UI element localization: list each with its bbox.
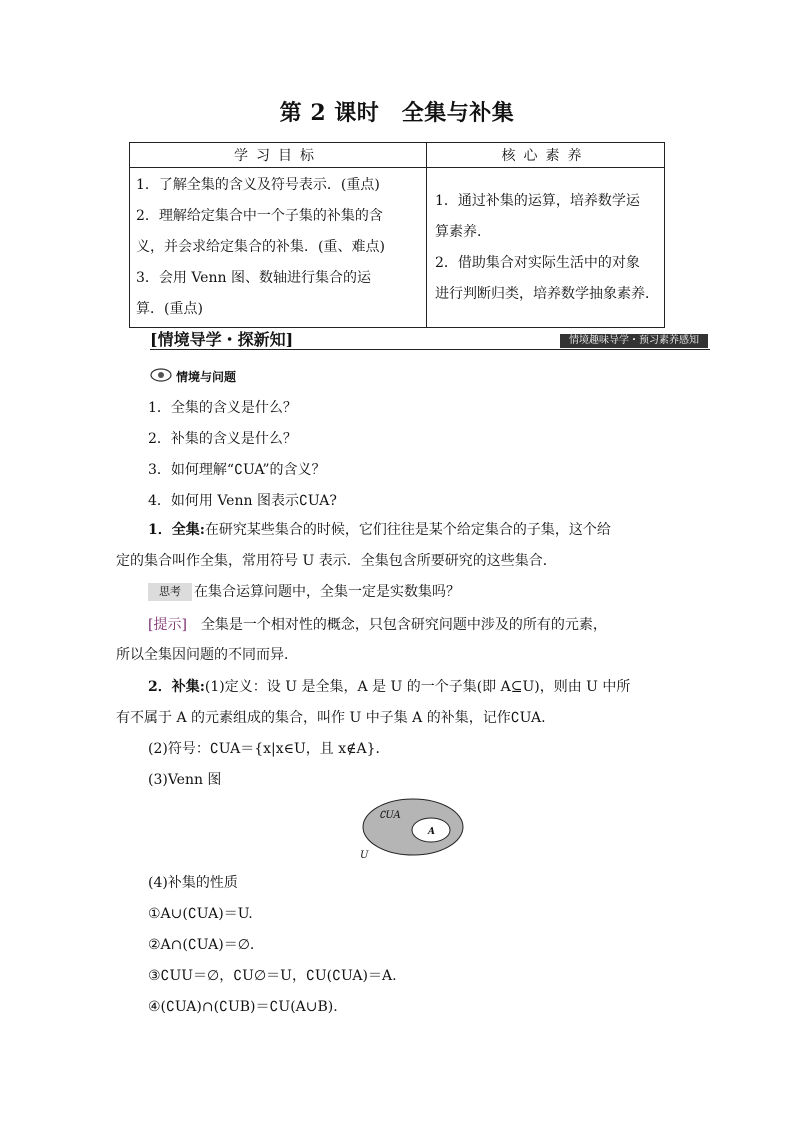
definition-label: 2．补集: <box>148 679 205 695</box>
literacy-line: 1．通过补集的运算，培养数学运 <box>435 192 640 209</box>
thinking-question: 在集合运算问题中，全集一定是实数集吗？ <box>194 584 460 600</box>
objectives-table <box>129 142 665 328</box>
goal-line: 3．会用 Venn 图、数轴进行集合的运 <box>136 270 371 286</box>
complement-region-label: ∁UA <box>379 810 401 821</box>
hint-block <box>148 610 678 640</box>
property-item: ②A∩(∁UA)＝∅. <box>148 937 255 953</box>
definition-label: 1．全集: <box>148 522 205 538</box>
literacy-line: 进行判断归类，培养数学抽象素养． <box>435 285 659 302</box>
subset-label: A <box>428 827 435 837</box>
definition-universal-set <box>148 515 668 545</box>
definition-text: 在研究某些集合的时候，它们往往是某个给定集合的子集，这个给 <box>204 522 611 538</box>
section-divider <box>150 349 710 350</box>
page-title: 第 2 课时 全集与补集 <box>279 100 515 126</box>
goal-line: 2．理解给定集合中一个子集的补集的含 <box>136 208 383 224</box>
complement-symbol: (2)符号：∁UA＝{x|x∈U，且 x∉A}． <box>148 741 390 757</box>
property-item: ④(∁UA)∩(∁UB)＝∁U(A∪B). <box>148 999 338 1015</box>
question-item: 2．补集的含义是什么？ <box>148 431 297 447</box>
definition-continuation: 有不属于 A 的元素组成的集合，叫作 U 中子集 A 的补集，记作∁UA. <box>116 710 546 726</box>
literacy-line: 算素养． <box>435 223 491 240</box>
question-item: 1．全集的含义是什么？ <box>148 400 297 416</box>
definition-text: (1)定义：设 U 是全集，A 是 U 的一个子集(即 A⊆U)，则由 U 中所 <box>204 679 631 695</box>
core-literacy-cell <box>427 168 665 328</box>
section-tag: 情境趣味导学・预习素养感知 <box>560 334 708 348</box>
definition-complement <box>148 672 688 702</box>
property-item: ①A∪(∁UA)＝U. <box>148 906 253 922</box>
subsection-label: 情境与问题 <box>176 370 237 384</box>
venn-heading: (3)Venn 图 <box>148 772 222 788</box>
hint-text: 全集是一个相对性的概念，只包含研究问题中涉及的所有的元素， <box>200 617 607 633</box>
goal-line: 1．了解全集的含义及符号表示．(重点) <box>136 177 380 193</box>
universe-label: U <box>360 850 369 861</box>
goal-line: 义，并会求给定集合的补集．(重、难点) <box>136 239 385 255</box>
hint-continuation: 所以全集因问题的不同而异． <box>116 647 298 663</box>
venn-diagram <box>357 796 467 862</box>
property-item: ③∁UU＝∅，∁U∅＝U，∁U(∁UA)＝A. <box>148 968 397 984</box>
table-header-literacy: 核心素养 <box>427 143 665 168</box>
properties-heading: (4)补集的性质 <box>148 875 238 891</box>
thinking-tag: 思考 <box>148 583 192 601</box>
lightbulb-icon <box>150 368 172 382</box>
section-heading: [情境导学・探新知] <box>150 330 294 349</box>
hint-label: [提示] <box>148 617 187 633</box>
definition-continuation: 定的集合叫作全集，常用符号 U 表示．全集包含所要研究的这些集合． <box>116 553 557 569</box>
table-header-goals: 学习目标 <box>130 143 427 168</box>
learning-goals-cell <box>130 168 427 328</box>
literacy-line: 2．借助集合对实际生活中的对象 <box>435 254 640 271</box>
question-item: 4．如何用 Venn 图表示∁UA? <box>148 493 337 509</box>
goal-line: 算．(重点) <box>136 301 203 317</box>
question-item: 3．如何理解“∁UA”的含义？ <box>148 462 326 478</box>
